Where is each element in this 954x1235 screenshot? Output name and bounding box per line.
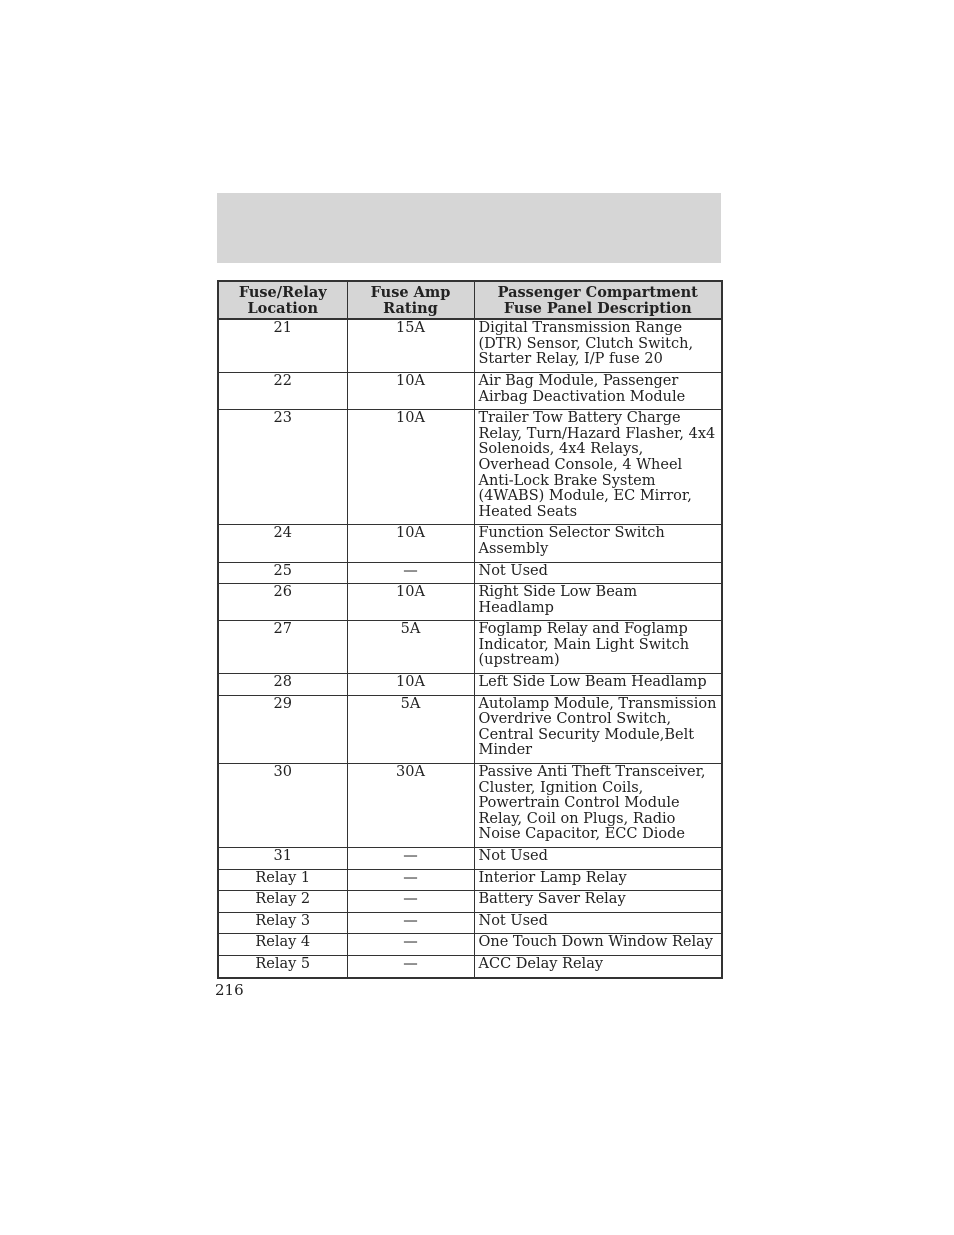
cell-rating: — <box>347 955 474 977</box>
cell-rating: 5A <box>347 621 474 674</box>
fuse-table <box>217 280 723 979</box>
cell-description: Digital Transmission Range (DTR) Sensor, Clutch Switch, Starter Relay, I/P fuse 20 <box>474 319 722 372</box>
cell-location: Relay 1 <box>218 869 347 891</box>
cell-location: 22 <box>218 372 347 409</box>
cell-rating: — <box>347 869 474 891</box>
section-header-band <box>217 193 721 263</box>
table-row <box>218 764 722 848</box>
cell-location: 24 <box>218 525 347 562</box>
cell-rating: — <box>347 934 474 956</box>
header-description: Passenger Compartment Fuse Panel Description <box>474 281 722 319</box>
cell-description: Passive Anti Theft Transceiver, Cluster, Ignition Coils, Powertrain Control Module Relay, Coil on Plugs, Radio Noise Capacitor, ECC Diode <box>474 764 722 848</box>
table-row <box>218 562 722 584</box>
cell-rating: — <box>347 848 474 870</box>
cell-description: Not Used <box>474 848 722 870</box>
table-row <box>218 621 722 674</box>
table-header-row <box>218 281 722 319</box>
cell-rating: — <box>347 891 474 913</box>
cell-rating: 5A <box>347 695 474 763</box>
table-row <box>218 584 722 621</box>
cell-location: Relay 3 <box>218 912 347 934</box>
cell-description: Not Used <box>474 562 722 584</box>
cell-rating: — <box>347 912 474 934</box>
cell-location: 26 <box>218 584 347 621</box>
table-row <box>218 912 722 934</box>
cell-location: 28 <box>218 674 347 696</box>
cell-rating: 30A <box>347 764 474 848</box>
cell-description: Battery Saver Relay <box>474 891 722 913</box>
cell-rating: 10A <box>347 674 474 696</box>
cell-location: 23 <box>218 410 347 525</box>
table-row <box>218 410 722 525</box>
table-row <box>218 848 722 870</box>
cell-description: Air Bag Module, Passenger Airbag Deactivation Module <box>474 372 722 409</box>
cell-description: ACC Delay Relay <box>474 955 722 977</box>
cell-location: 31 <box>218 848 347 870</box>
cell-description: Left Side Low Beam Headlamp <box>474 674 722 696</box>
cell-location: 21 <box>218 319 347 372</box>
cell-rating: 10A <box>347 584 474 621</box>
cell-rating: 10A <box>347 525 474 562</box>
table-row <box>218 674 722 696</box>
cell-location: Relay 5 <box>218 955 347 977</box>
cell-location: 25 <box>218 562 347 584</box>
cell-description: Not Used <box>474 912 722 934</box>
page-number: 216 <box>215 981 244 999</box>
cell-description: Interior Lamp Relay <box>474 869 722 891</box>
table-row <box>218 372 722 409</box>
table-row <box>218 955 722 977</box>
cell-rating: 10A <box>347 410 474 525</box>
table-row <box>218 525 722 562</box>
cell-description: Foglamp Relay and Foglamp Indicator, Main Light Switch (upstream) <box>474 621 722 674</box>
cell-description: Trailer Tow Battery Charge Relay, Turn/Hazard Flasher, 4x4 Solenoids, 4x4 Relays, Overhead Console, 4 Wheel Anti-Lock Brake System (4WABS) Module, EC Mirror, Heated Seats <box>474 410 722 525</box>
table-row <box>218 891 722 913</box>
cell-location: 29 <box>218 695 347 763</box>
cell-rating: 10A <box>347 372 474 409</box>
cell-description: One Touch Down Window Relay <box>474 934 722 956</box>
table-row <box>218 695 722 763</box>
cell-location: Relay 4 <box>218 934 347 956</box>
header-rating: Fuse Amp Rating <box>347 281 474 319</box>
cell-rating: — <box>347 562 474 584</box>
header-location: Fuse/Relay Location <box>218 281 347 319</box>
cell-location: 30 <box>218 764 347 848</box>
cell-location: 27 <box>218 621 347 674</box>
table-row <box>218 319 722 372</box>
cell-rating: 15A <box>347 319 474 372</box>
cell-description: Right Side Low Beam Headlamp <box>474 584 722 621</box>
cell-location: Relay 2 <box>218 891 347 913</box>
table-row <box>218 934 722 956</box>
cell-description: Autolamp Module, Transmission Overdrive Control Switch, Central Security Module,Belt Minder <box>474 695 722 763</box>
table-row <box>218 869 722 891</box>
cell-description: Function Selector Switch Assembly <box>474 525 722 562</box>
